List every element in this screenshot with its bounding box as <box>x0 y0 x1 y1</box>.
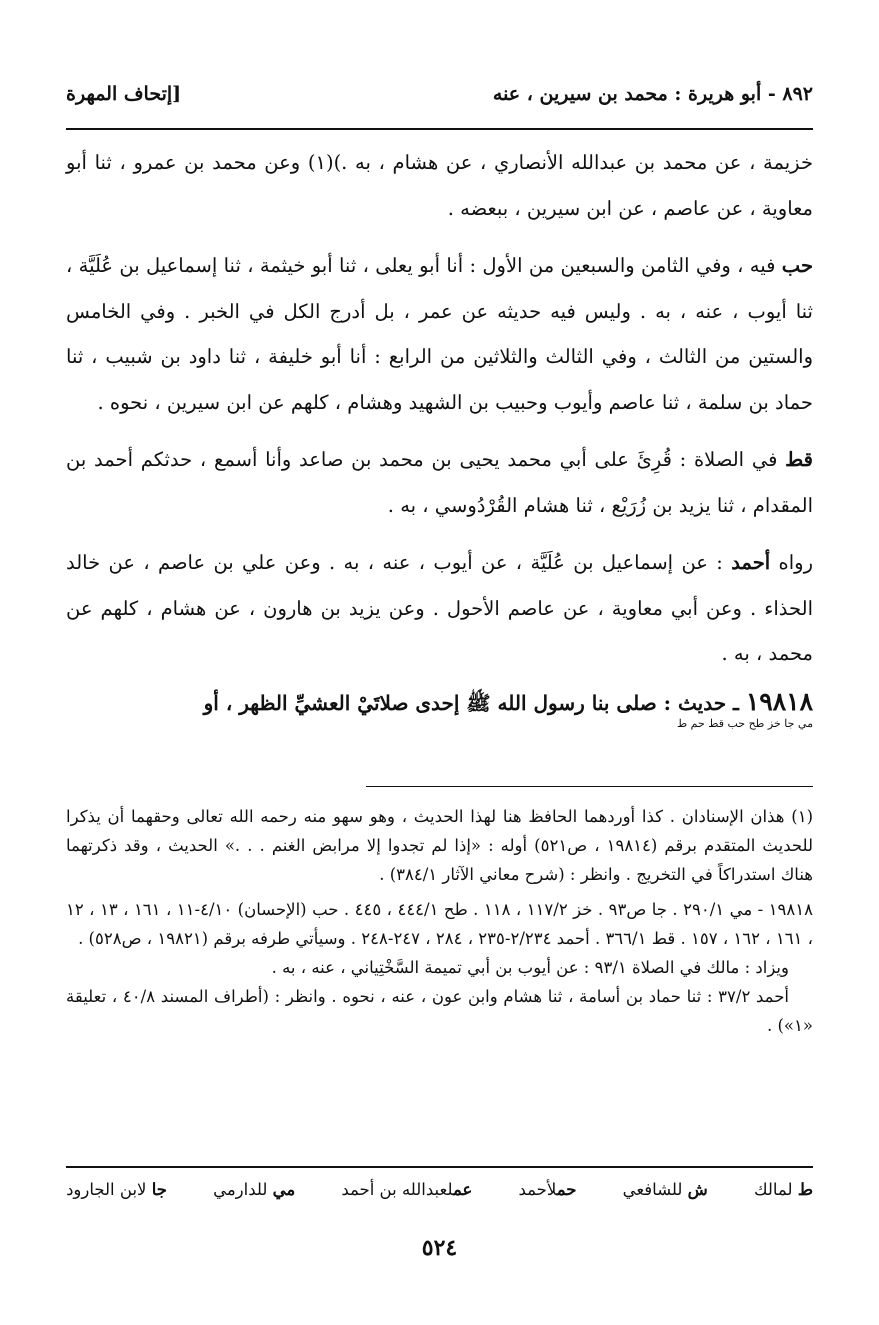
footnote-1: (١) هذان الإسنادان . كذا أوردهما الحافظ هنا لهذا الحديث ، وهو سهو منه رحمه الله تعالى وحقهما أن يذكرا للحديث المتقدم برقم (١٩٨١٤ ، ص٥٢١) أوله : «إذا لم تجدوا إلا مرابض الغنم . . .» الحديث ، وقد ذكرتهما هناك استدراكاً في التخريج . وانظر : (شرح معاني الآثار ٣٨٤/١) . <box>66 807 814 884</box>
abbreviation-legend <box>66 1180 813 1199</box>
hadith-label: ـ حديث : <box>656 690 746 715</box>
footnote-takhrij: ١٩٨١٨ - مي ٢٩٠/١ . جا ص٩٣ . خز ١١٧/٢ ، ١١٨ . طح ٤٤٤/١ ، ٤٤٥ . حب (الإحسان) ٤/١٠-١١ ، ١٦١ ، ١٣ ، ١٢ ، ١٦١ ، ١٦٢ ، ١٥٧ . قط ٣٦٦/١ . أحمد ٢/٢٣٤-٢٣٥ ، ٢٨٤ ، ٢٤٧-٢٤٨ . وسيأتي طرفه برقم (١٩٨٢١ ، ص٥٢٨) . <box>66 900 813 948</box>
main-text <box>66 140 813 730</box>
hadith-number: ١٩٨١٨ <box>745 686 813 716</box>
legend-item: عملعبدالله بن أحمد <box>341 1180 473 1199</box>
legend-item: حملأحمد <box>518 1180 577 1199</box>
source-siglum-hb: حب <box>781 254 813 277</box>
hadith-text: صلى بنا رسول الله ﷺ إحدى صلاتَيْ العشيِّ الظهر ، أو <box>203 690 657 715</box>
running-title: ٨٩٢ - أبو هريرة : محمد بن سيرين ، عنه <box>492 83 813 105</box>
source-siglum-qt: قط <box>785 448 813 471</box>
paragraph-2 <box>66 243 813 425</box>
footnote-rule <box>366 786 813 787</box>
footnote-addition: ويزاد : مالك في الصلاة ٩٣/١ : عن أيوب بن أبي تميمة السَّخْتِياني ، عنه ، به . <box>271 958 789 977</box>
legend-item: ط لمالك <box>753 1180 813 1199</box>
source-name-ahmad: أحمد <box>731 551 771 574</box>
paragraph-4-pre: رواه <box>770 551 813 574</box>
paragraph-1: خزيمة ، عن محمد بن عبدالله الأنصاري ، عن هشام ، به .)(١) وعن محمد بن عمرو ، ثنا أبو معاوية ، عن عاصم ، عن ابن سيرين ، ببعضه . <box>66 151 813 220</box>
legend-rule <box>66 1166 813 1168</box>
paragraph-4 <box>66 540 813 677</box>
book-title: [إتحاف المهرة <box>66 83 182 105</box>
legend-item: جا لابن الجارود <box>66 1180 167 1199</box>
header-rule <box>66 128 813 130</box>
paragraph-3-text: في الصلاة : قُرِئَ على أبي محمد يحيى بن محمد بن صاعد وأنا أسمع ، حدثكم أحمد بن المقدام ، ثنا يزيد بن زُرَيْع ، ثنا هشام القُرْدُوسي ، به . <box>66 448 813 517</box>
paragraph-2-text: فيه ، وفي الثامن والسبعين من الأول : أنا أبو يعلى ، ثنا أبو خيثمة ، ثنا إسماعيل بن عُلَيَّة ، ثنا أيوب ، عنه ، به . وليس فيه حديثه عن عمر ، بل أدرج الكل في الخبر . وفي الخامس والستين من الثالث ، وفي الثالث والثلاثين من الرابع : أنا أبو خليفة ، ثنا داود بن شبيب ، ثنا حماد بن سلمة ، ثنا عاصم وأيوب وحبيب بن الشهيد وهشام ، كلهم عن ابن سيرين ، نحوه . <box>66 254 813 414</box>
legend-item: ش للشافعي <box>622 1180 708 1199</box>
footnote-ahmad: أحمد ٣٧/٢ : ثنا حماد بن أسامة ، ثنا هشام وابن عون ، عنه ، نحوه . وانظر : (أطراف المسند ٤٠/٨ ، تعليقة «١») . <box>66 987 813 1035</box>
paragraph-3 <box>66 437 813 528</box>
running-header <box>66 74 813 114</box>
hadith-heading <box>66 686 813 730</box>
paragraph-4-text: : عن إسماعيل بن عُلَيَّة ، عن أيوب ، عنه ، به . وعن علي بن عاصم ، عن خالد الحذاء . وعن أبي معاوية ، عن عاصم الأحول . وعن يزيد بن هارون ، عن هشام ، كلهم عن محمد ، به . <box>66 551 813 665</box>
legend-item: مي للدارمي <box>213 1180 296 1199</box>
footnotes <box>66 802 813 1040</box>
page-number: ٥٢٤ <box>421 1235 458 1261</box>
hadith-sigla: مي جا خز طح حب قط حم ط <box>676 716 813 730</box>
